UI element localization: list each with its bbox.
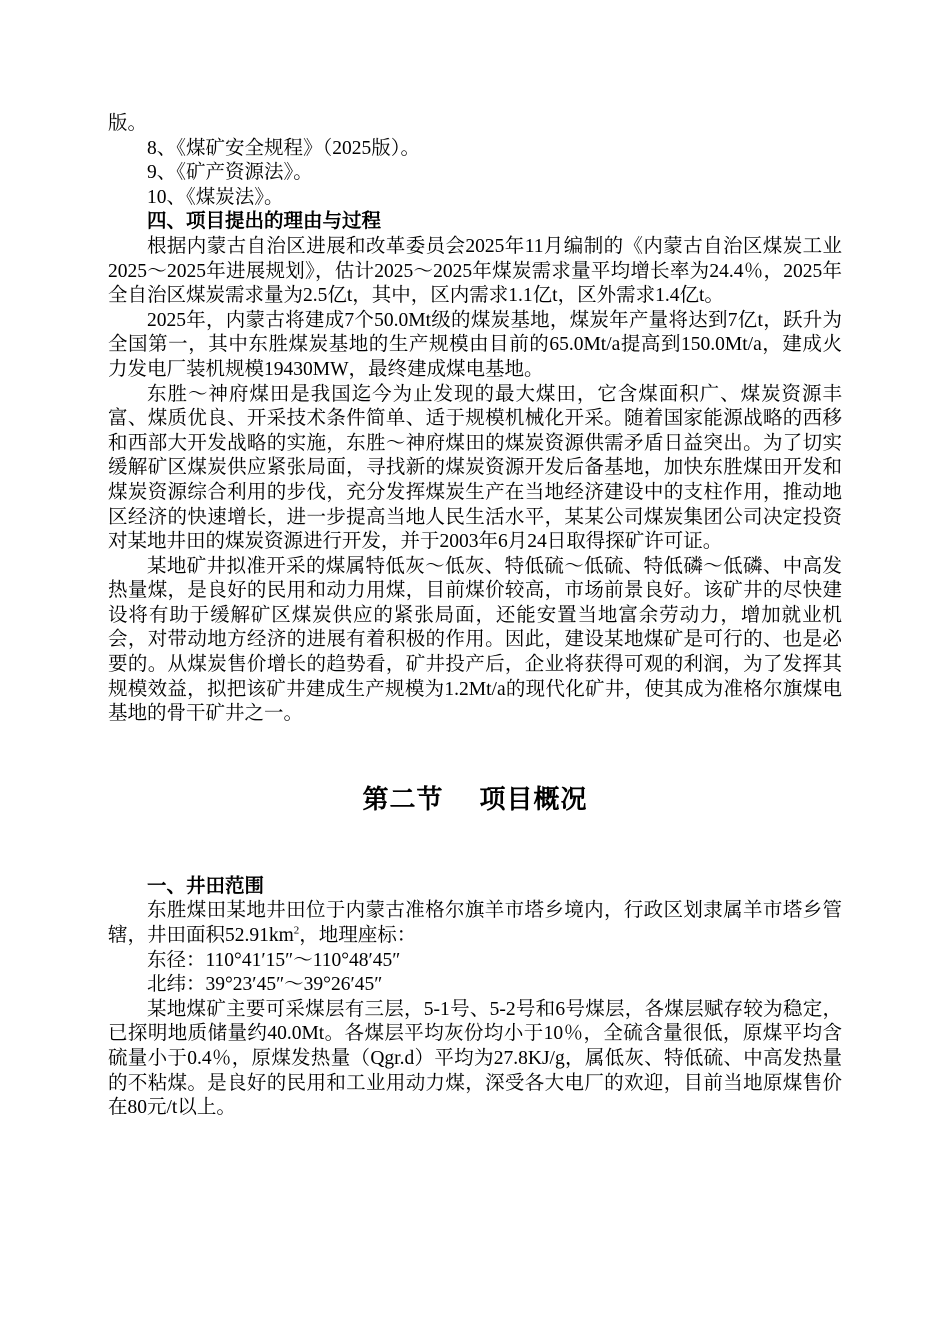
location-text: 东胜煤田某地井田位于内蒙古准格尔旗羊市塔乡境内，行政区划隶属羊市塔乡管辖，井田面积52.91km xyxy=(108,900,842,947)
reference-item-8: 8、《煤矿安全规程》（2025版）。 xyxy=(147,137,421,159)
reference-item-10: 10、《煤炭法》。 xyxy=(147,186,284,208)
paragraph-coal-seams: 某地煤矿主要可采煤层有三层，5-1号、5-2号和6号煤层，各煤层赋存较为稳定，已探明地质储量约40.0Mt。各煤层平均灰份均小于10％，全硫含量很低，原煤平均含硫量小于0.4％，原煤发热量（Qgr.d）平均为27.8KJ/g，属低灰、特低硫、中高发热量的不粘煤。是良好的民用和工业用动力煤，深受各大电厂的欢迎，目前当地原煤售价在80元/t以上。 xyxy=(108,998,842,1119)
chapter-title-text: 项目概况 xyxy=(479,784,588,814)
continuation-text: 版。 xyxy=(108,113,148,134)
paragraph-location xyxy=(108,899,842,948)
reference-item-9: 9、《矿产资源法》。 xyxy=(147,162,313,184)
section-heading-field-scope: 一、井田范围 xyxy=(147,875,265,897)
section-heading-reasons: 四、项目提出的理由与过程 xyxy=(147,211,382,233)
paragraph-demand-forecast: 根据内蒙古自治区进展和改革委员会2025年11月编制的《内蒙古自治区煤炭工业2025～2025年进展规划》，估计2025～2025年煤炭需求量平均增长率为24.4％，2025年全自治区煤炭需求量为2.5亿t，其中，区内需求1.1亿t，区外需求1.4亿t。 xyxy=(108,235,842,307)
paragraph-mine-necessity: 某地矿井拟准开采的煤属特低灰～低灰、特低硫～低硫、特低磷～低磷、中高发热量煤，是良好的民用和动力用煤，目前煤价较高，市场前景良好。该矿井的尽快建设将有助于缓解矿区煤炭供应的紧张局面，还能安置当地富余劳动力，增加就业机会，对带动地方经济的进展有着积极的作用。因此，建设某地煤矿是可行的、也是必要的。从煤炭售价增长的趋势看，矿井投产后，企业将获得可观的利润，为了发挥其规模效益，拟把该矿井建成生产规模为1.2Mt/a的现代化矿井，使其成为准格尔旗煤电基地的骨干矿井之一。 xyxy=(108,555,842,725)
chapter-heading xyxy=(108,783,842,817)
location-text-end: ，地理座标： xyxy=(299,925,417,947)
paragraph-coal-base: 2025年，内蒙古将建成7个50.0Mt级的煤炭基地，煤炭年产量将达到7亿t，跃升为全国第一，其中东胜煤炭基地的生产规模由目前的65.0Mt/a提高到150.0Mt/a，建成火力发电厂装机规模19430MW，最终建成煤电基地。 xyxy=(108,309,842,380)
area-unit-superscript: 2 xyxy=(293,924,300,937)
chapter-label: 第二节 xyxy=(362,784,444,814)
longitude-line: 东径：110°41′15″～110°48′45″ xyxy=(147,949,401,971)
paragraph-coalfield: 东胜～神府煤田是我国迄今为止发现的最大煤田，它含煤面积广、煤炭资源丰富、煤质优良、开采技术条件简单、适于规模机械化开采。随着国家能源战略的西移和西部大开发战略的实施，东胜～神府煤田的煤炭资源供需矛盾日益突出。为了切实缓解矿区煤炭供应紧张局面，寻找新的煤炭资源开发后备基地，加快东胜煤田开发和煤炭资源综合利用的步伐，充分发挥煤炭生产在当地经济建设中的支柱作用，推动地区经济的快速增长，进一步提高当地人民生活水平，某某公司煤炭集团公司决定投资对某地井田的煤炭资源进行开发，并于2003年6月24日取得探矿许可证。 xyxy=(108,383,842,553)
latitude-line: 北纬：39°23′45″～39°26′45″ xyxy=(147,974,383,996)
